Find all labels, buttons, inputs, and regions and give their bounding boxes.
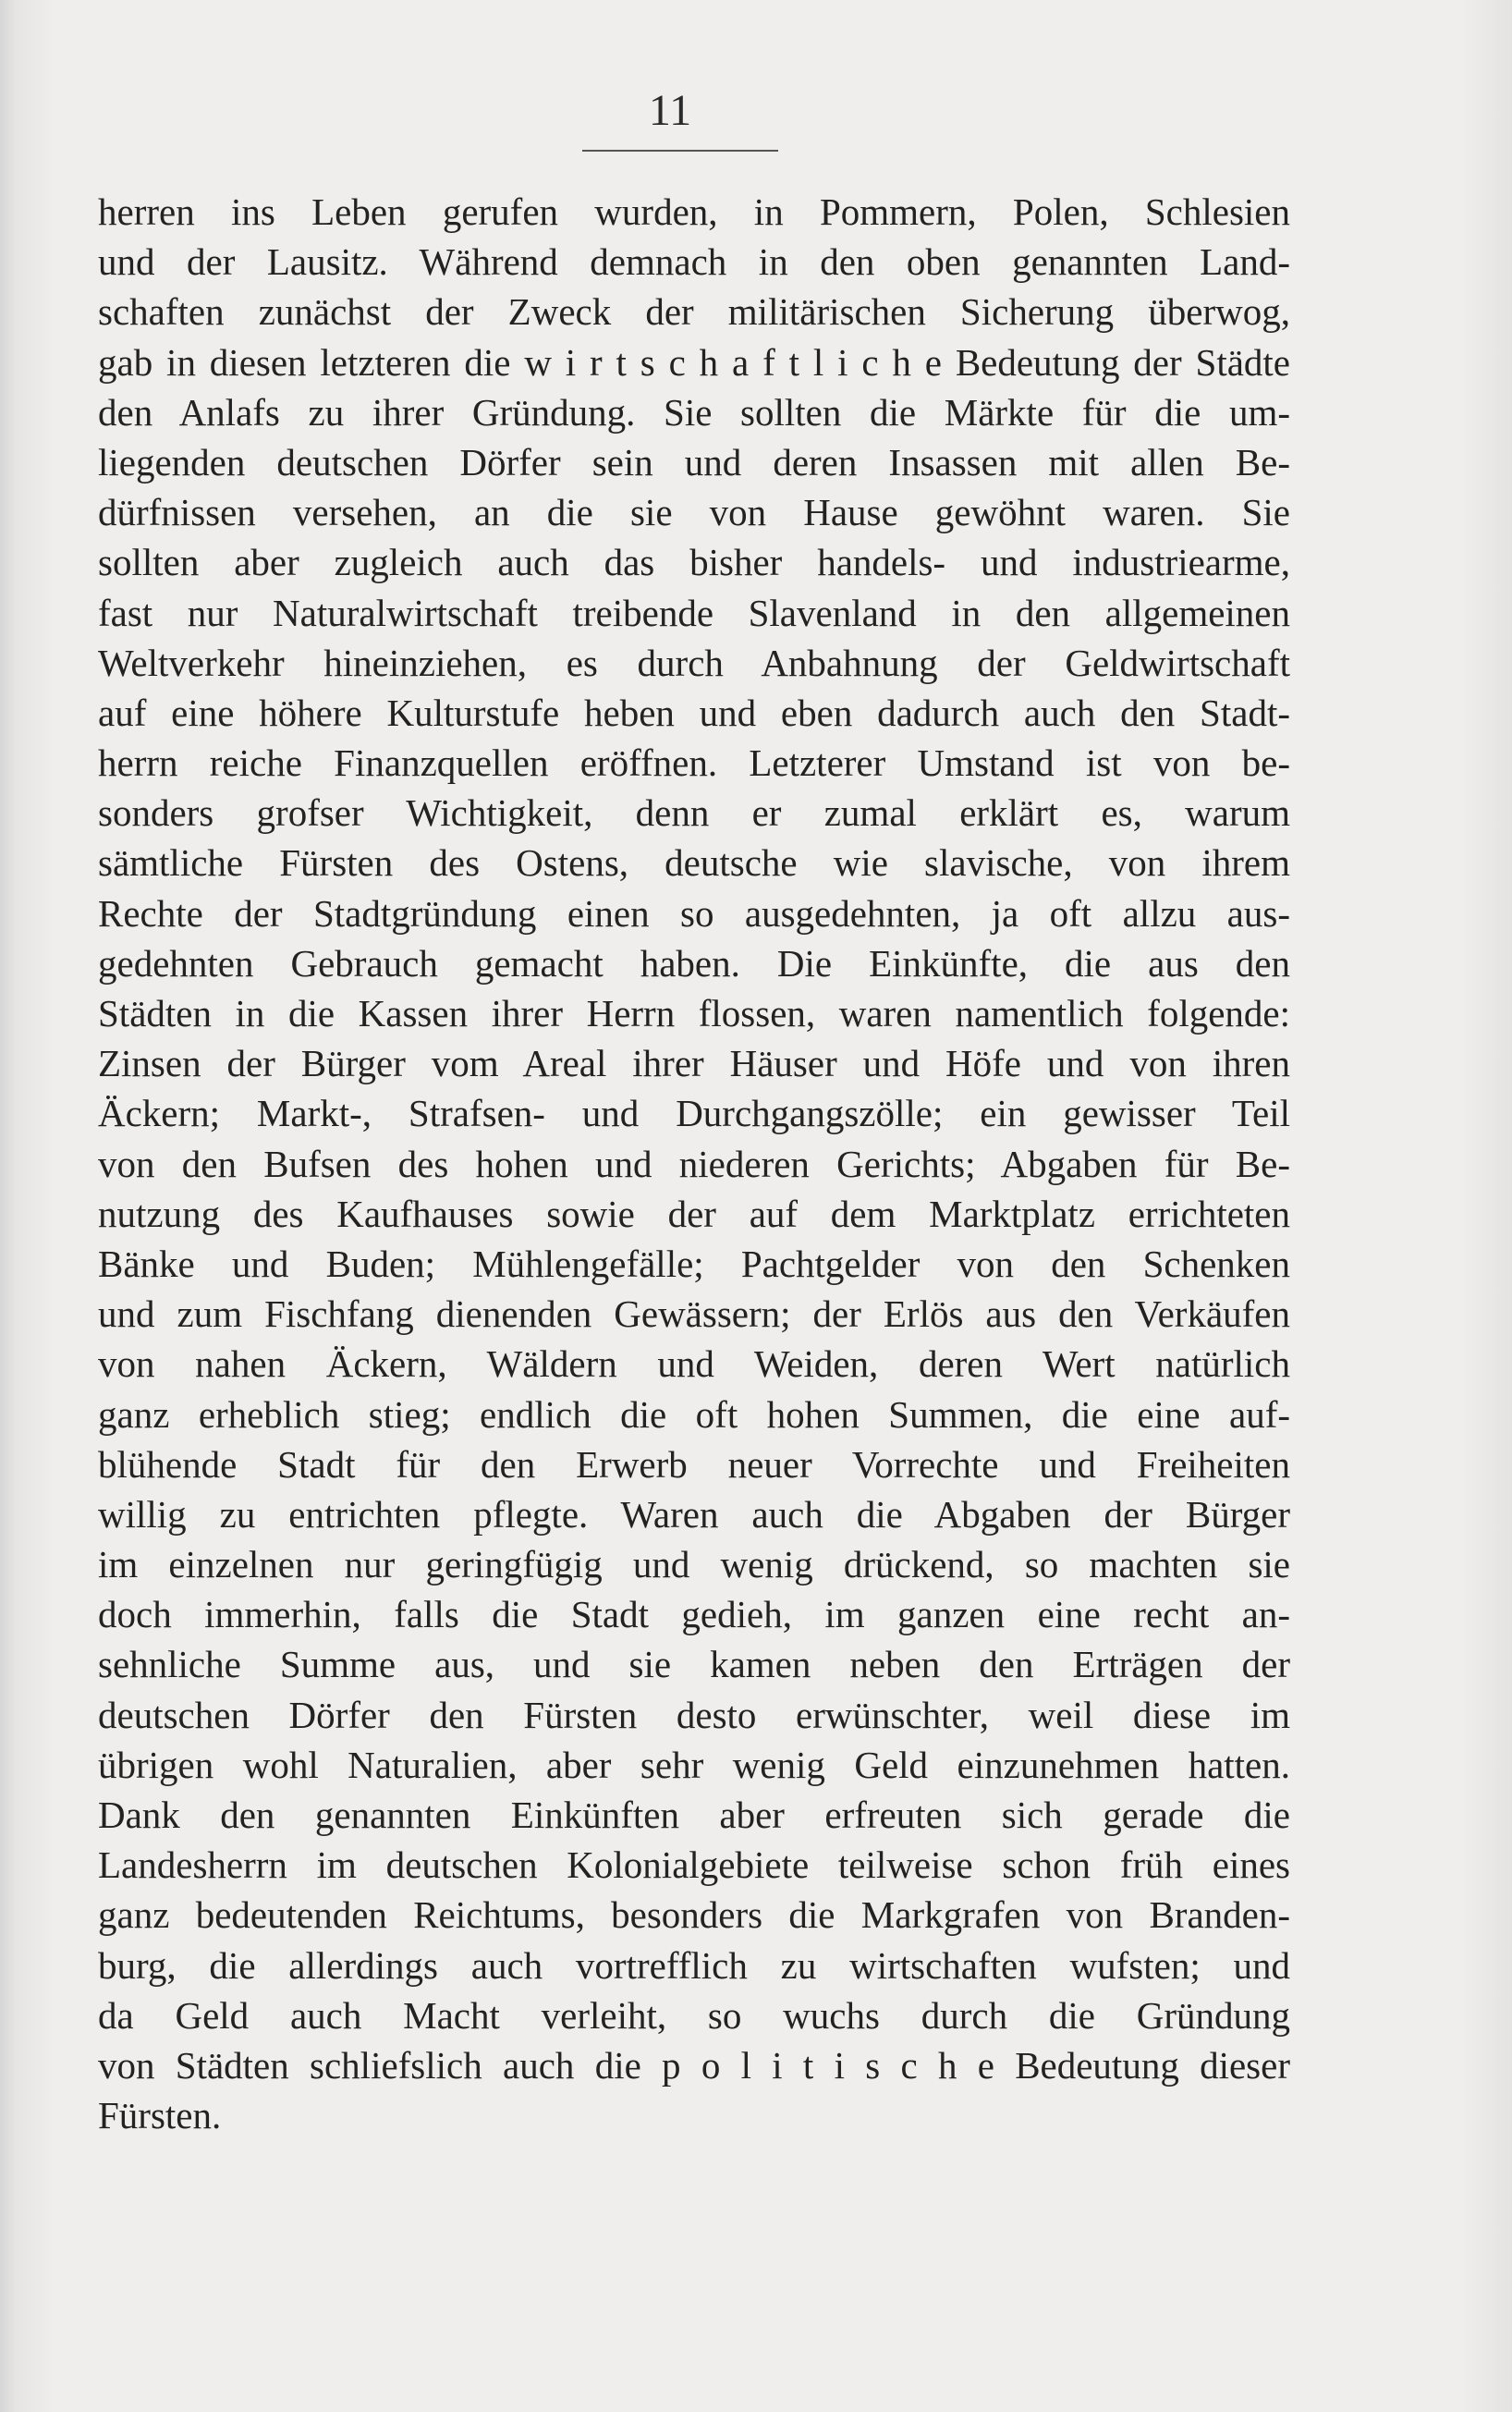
text-line: Dank den genannten Einkünften aber erfreuten sich gerade die: [98, 1794, 1290, 1836]
text-line: Städten in die Kassen ihrer Herrn flossen, waren namentlich folgende:: [98, 992, 1290, 1035]
text-line: schaften zunächst der Zweck der militärischen Sicherung überwog,: [98, 290, 1290, 334]
text-line: auf eine höhere Kulturstufe heben und eben dadurch auch den Stadt-: [98, 691, 1290, 734]
text-line: sonders grofser Wichtigkeit, denn er zumal erklärt es, warum: [98, 791, 1290, 835]
text-line: von Städten schliefslich auch die p o l i t i s c h e Bedeutung dieser: [98, 2043, 1290, 2087]
page-number: 11: [648, 86, 692, 135]
text-line: herrn reiche Finanzquellen eröffnen. Letzterer Umstand ist von be-: [98, 741, 1290, 785]
text-line: willig zu entrichten pflegte. Waren auch die Abgaben der Bürger: [98, 1492, 1290, 1536]
text-line: fast nur Naturalwirtschaft treibende Slavenland in den allgemeinen: [98, 591, 1290, 634]
text-line: Bänke und Buden; Mühlengefälle; Pachtgelder von den Schenken: [98, 1242, 1290, 1285]
text-line: Zinsen der Bürger vom Areal ihrer Häuser und Höfe und von ihren: [98, 1042, 1290, 1085]
text-line: sämtliche Fürsten des Ostens, deutsche wie slavische, von ihrem: [98, 841, 1290, 885]
text-line: ganz bedeutenden Reichtums, besonders die Markgrafen von Branden-: [98, 1893, 1290, 1937]
text-line: und zum Fischfang dienenden Gewässern; der Erlös aus den Verkäufen: [98, 1292, 1290, 1336]
text-line: doch immerhin, falls die Stadt gedieh, im ganzen eine recht an-: [98, 1593, 1290, 1636]
text-line: sollten aber zugleich auch das bisher handels- und industriearme,: [98, 541, 1290, 584]
text-line: sehnliche Summe aus, und sie kamen neben den Erträgen der: [98, 1643, 1290, 1686]
text-line: den Anlafs zu ihrer Gründung. Sie sollten die Märkte für die um-: [98, 390, 1290, 434]
text-line: gab in diesen letzteren die w i r t s c h a f t l i c h e Bedeutung der Städte: [98, 340, 1290, 384]
text-line: liegenden deutschen Dörfer sein und deren Insassen mit allen Be-: [98, 440, 1290, 484]
text-line: burg, die allerdings auch vortrefflich zu wirtschaften wufsten; und: [98, 1943, 1290, 1987]
text-line: Rechte der Stadtgründung einen so ausgedehnten, ja oft allzu aus-: [98, 891, 1290, 935]
text-line: ganz erheblich stieg; endlich die oft hohen Summen, die eine auf-: [98, 1392, 1290, 1436]
text-line: dürfnissen versehen, an die sie von Hause gewöhnt waren. Sie: [98, 491, 1290, 534]
text-line: und der Lausitz. Während demnach in den oben genannten Land-: [98, 240, 1290, 284]
text-line: Äckern; Markt-, Strafsen- und Durchgangszölle; ein gewisser Teil: [98, 1092, 1290, 1135]
body-text: [98, 187, 1290, 2140]
text-line: Weltverkehr hineinziehen, es durch Anbahnung der Geldwirtschaft: [98, 641, 1290, 684]
text-line: von nahen Äckern, Wäldern und Weiden, deren Wert natürlich: [98, 1342, 1290, 1386]
text-line: von den Bufsen des hohen und niederen Gerichts; Abgaben für Be-: [98, 1142, 1290, 1185]
text-line: Landesherrn im deutschen Kolonialgebiete teilweise schon früh eines: [98, 1843, 1290, 1887]
text-line: übrigen wohl Naturalien, aber sehr wenig Geld einzunehmen hatten.: [98, 1743, 1290, 1786]
text-line: deutschen Dörfer den Fürsten desto erwünschter, weil diese im: [98, 1693, 1290, 1736]
text-line: nutzung des Kaufhauses sowie der auf dem Marktplatz errichteten: [98, 1192, 1290, 1235]
text-line: Fürsten.: [98, 2094, 222, 2137]
header-rule: [582, 150, 778, 152]
text-line: gedehnten Gebrauch gemacht haben. Die Einkünfte, die aus den: [98, 941, 1290, 985]
text-line: blühende Stadt für den Erwerb neuer Vorrechte und Freiheiten: [98, 1442, 1290, 1486]
text-line: da Geld auch Macht verleiht, so wuchs durch die Gründung: [98, 1993, 1290, 2037]
text-line: herren ins Leben gerufen wurden, in Pommern, Polen, Schlesien: [98, 190, 1290, 233]
text-line: im einzelnen nur geringfügig und wenig drückend, so machten sie: [98, 1543, 1290, 1586]
